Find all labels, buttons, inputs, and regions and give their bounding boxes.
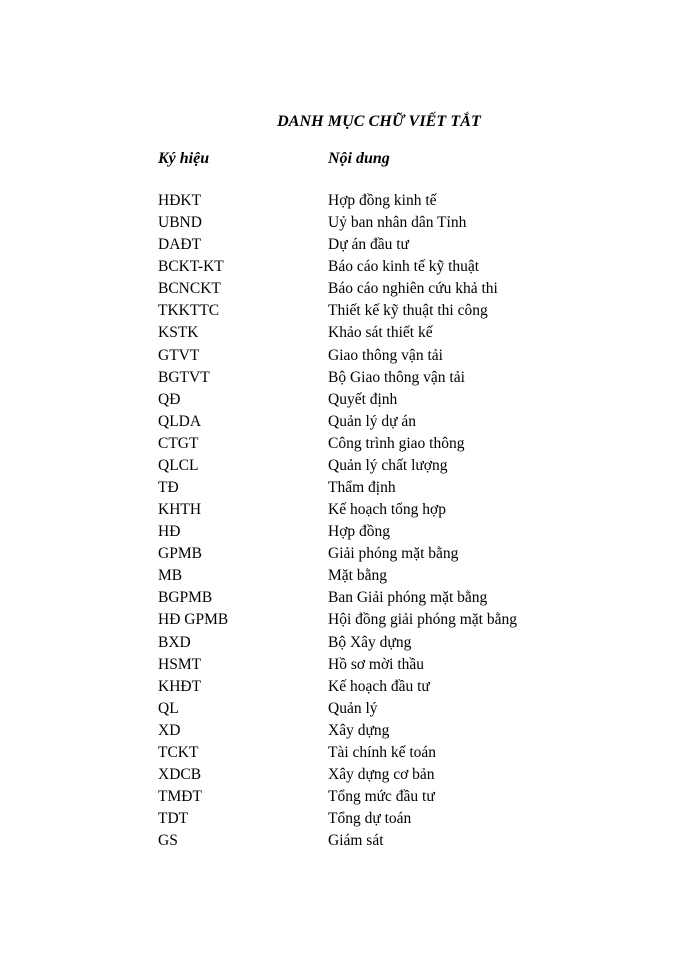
abbreviation-code: UBND [158, 214, 202, 232]
abbreviation-row [0, 786, 700, 808]
abbreviation-row [0, 543, 700, 565]
abbreviation-row [0, 808, 700, 830]
abbreviation-code: KHĐT [158, 677, 202, 695]
abbreviation-row [0, 676, 700, 698]
abbreviation-meaning: Hội đồng giải phóng mặt bằng [328, 611, 517, 629]
abbreviation-code: BCNCKT [158, 280, 221, 298]
abbreviation-list [0, 190, 700, 852]
abbreviation-code: BGTVT [158, 368, 210, 386]
abbreviation-row [0, 632, 700, 654]
abbreviation-code: DAĐT [158, 236, 202, 254]
abbreviation-meaning: Quản lý [328, 699, 378, 717]
abbreviation-code: TKKTTC [158, 302, 220, 320]
abbreviation-meaning: Quản lý dự án [328, 412, 417, 430]
abbreviation-code: KSTK [158, 324, 199, 342]
abbreviation-code: TMĐT [158, 788, 202, 806]
page-title [0, 113, 700, 131]
abbreviation-row [0, 455, 700, 477]
abbreviation-meaning: Uỷ ban nhân dân Tỉnh [328, 214, 467, 232]
abbreviation-meaning: Công trình giao thông [328, 434, 465, 452]
abbreviation-code: QĐ [158, 390, 181, 408]
abbreviation-meaning: Tổng dự toán [328, 810, 412, 828]
abbreviation-row [0, 389, 700, 411]
abbreviation-row [0, 742, 700, 764]
abbreviation-meaning: Hợp đồng kinh tế [328, 192, 437, 209]
abbreviation-code: HĐ [158, 523, 181, 541]
abbreviation-meaning: Ban Giải phóng mặt bằng [328, 589, 488, 607]
abbreviation-code: TDT [158, 810, 189, 828]
abbreviation-row [0, 830, 700, 852]
abbreviation-code: XD [158, 721, 181, 739]
abbreviation-meaning: Hợp đồng [328, 523, 391, 541]
abbreviation-code: KHTH [158, 501, 202, 519]
abbreviation-code: MB [158, 567, 183, 585]
abbreviation-row [0, 345, 700, 367]
abbreviation-meaning: Xây dựng [328, 721, 390, 739]
abbreviation-row [0, 300, 700, 322]
abbreviation-code: HĐKT [158, 192, 202, 209]
abbreviation-meaning: Thẩm định [328, 479, 396, 497]
page-title-text: DANH MỤC CHỮ VIẾT TẮT [277, 113, 481, 130]
abbreviation-row [0, 212, 700, 234]
abbreviation-meaning: Giải phóng mặt bằng [328, 545, 459, 563]
abbreviation-row [0, 720, 700, 742]
abbreviation-row [0, 565, 700, 587]
abbreviation-meaning: Xây dựng cơ bản [328, 766, 435, 784]
abbreviation-meaning: Kế hoạch đầu tư [328, 677, 430, 695]
abbreviation-row [0, 587, 700, 609]
abbreviation-meaning: Báo cáo nghiên cứu khả thi [328, 280, 498, 298]
table-header [0, 150, 700, 172]
abbreviation-meaning: Giao thông vận tải [328, 346, 443, 364]
abbreviation-meaning: Bộ Giao thông vận tải [328, 368, 465, 386]
abbreviation-meaning: Quản lý chất lượng [328, 456, 448, 474]
abbreviation-code: TCKT [158, 743, 199, 761]
abbreviation-code: BCKT-KT [158, 258, 224, 276]
abbreviation-row [0, 654, 700, 676]
abbreviation-meaning: Quyết định [328, 390, 398, 408]
abbreviation-code: GS [158, 832, 178, 850]
abbreviation-code: TĐ [158, 479, 179, 497]
abbreviation-code: HSMT [158, 655, 202, 673]
abbreviation-row [0, 433, 700, 455]
header-code: Ký hiệu [158, 150, 210, 167]
abbreviation-row [0, 521, 700, 543]
abbreviation-row [0, 256, 700, 278]
abbreviation-code: XDCB [158, 766, 202, 784]
abbreviation-row [0, 411, 700, 433]
abbreviation-meaning: Thiết kế kỹ thuật thi công [328, 302, 488, 320]
abbreviation-meaning: Kế hoạch tổng hợp [328, 501, 446, 519]
abbreviation-meaning: Khảo sát thiết kế [328, 324, 433, 342]
abbreviation-meaning: Tổng mức đầu tư [328, 788, 435, 806]
abbreviation-row [0, 499, 700, 521]
abbreviation-code: HĐ GPMB [158, 611, 229, 629]
abbreviation-row [0, 698, 700, 720]
abbreviation-code: BXD [158, 633, 191, 651]
abbreviation-meaning: Giám sát [328, 832, 384, 850]
abbreviation-meaning: Hồ sơ mời thầu [328, 655, 425, 673]
abbreviation-code: BGPMB [158, 589, 213, 607]
header-meaning: Nội dung [328, 150, 390, 167]
abbreviation-row [0, 764, 700, 786]
abbreviation-meaning: Bộ Xây dựng [328, 633, 412, 651]
abbreviation-row [0, 322, 700, 344]
abbreviation-row [0, 609, 700, 631]
abbreviation-code: GPMB [158, 545, 202, 563]
abbreviation-code: QLCL [158, 456, 199, 474]
abbreviation-row [0, 477, 700, 499]
abbreviation-code: CTGT [158, 434, 199, 452]
abbreviation-row [0, 278, 700, 300]
abbreviation-meaning: Báo cáo kinh tế kỹ thuật [328, 258, 480, 276]
abbreviation-row [0, 367, 700, 389]
abbreviation-meaning: Mặt bằng [328, 567, 387, 585]
abbreviation-code: GTVT [158, 346, 200, 364]
abbreviation-meaning: Tài chính kế toán [328, 743, 437, 761]
abbreviation-row [0, 234, 700, 256]
abbreviation-code: QL [158, 699, 179, 717]
abbreviation-row [0, 190, 700, 212]
abbreviation-code: QLDA [158, 412, 202, 430]
abbreviation-meaning: Dự án đầu tư [328, 236, 409, 254]
